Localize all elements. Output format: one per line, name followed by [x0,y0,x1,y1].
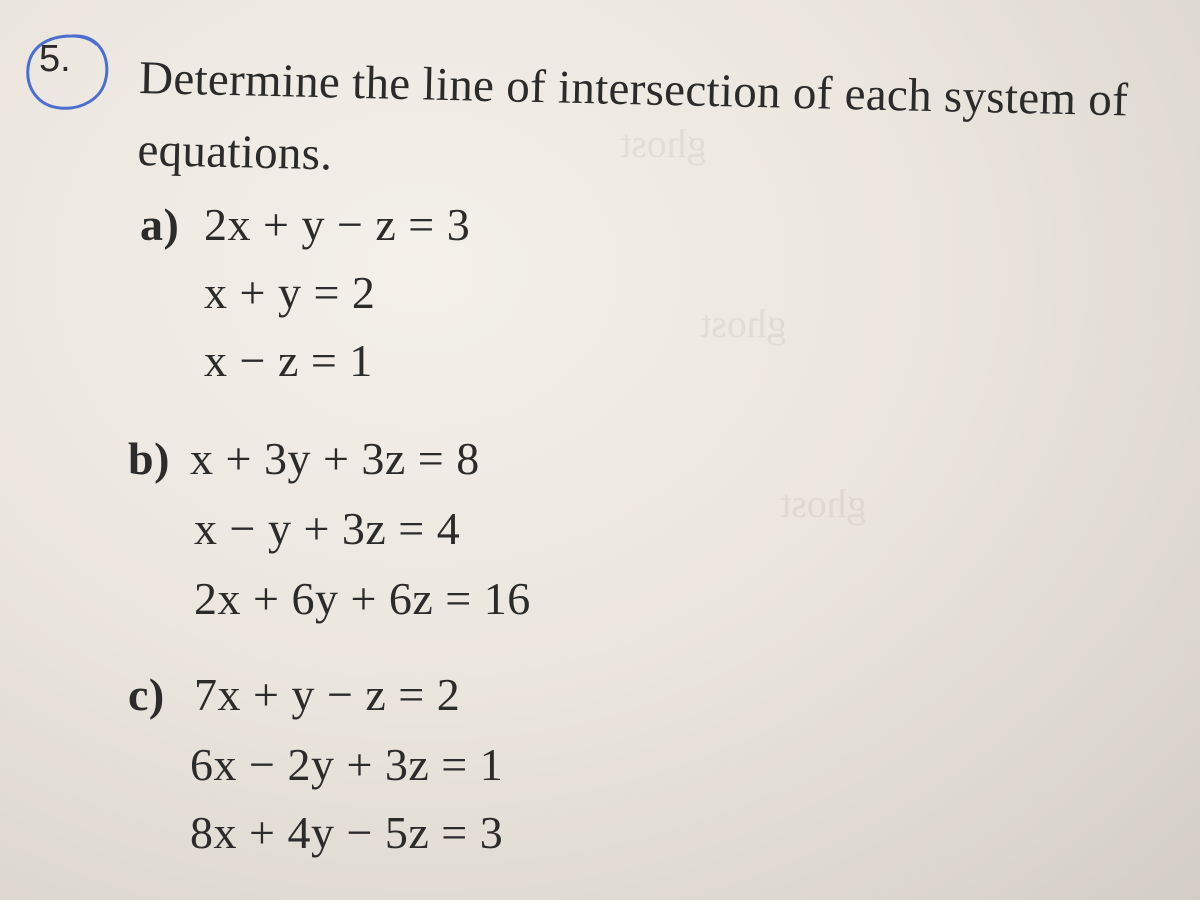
system-b-equation-1: x + 3y + 3z = 8 [190,433,480,484]
system-b-label: b) [128,433,170,484]
system-c-label: c) [128,669,165,720]
system-a-label: a) [140,199,180,250]
system-b-equation-2: x − y + 3z = 4 [194,503,461,554]
system-c-equation-2: 6x − 2y + 3z = 1 [190,739,504,790]
system-c-equation-3: 8x + 4y − 5z = 3 [190,807,504,858]
bleed-through-text: ghost [620,121,707,166]
bleed-through-text: ghost [700,301,787,346]
problem-prompt: Determine the line of intersection of each system of equations. [136,51,1129,181]
bleed-through-text: ghost [780,481,867,526]
system-b-equation-3: 2x + 6y + 6z = 16 [194,573,531,624]
problem-number [22,28,114,114]
system-a-equation-1: 2x + y − z = 3 [204,199,471,250]
system-c-equation-1: 7x + y − z = 2 [194,669,461,720]
system-a-equation-2: x + y = 2 [204,267,376,318]
problem-number-text: 5. [39,38,71,80]
system-a-equation-3: x − z = 1 [204,335,373,386]
